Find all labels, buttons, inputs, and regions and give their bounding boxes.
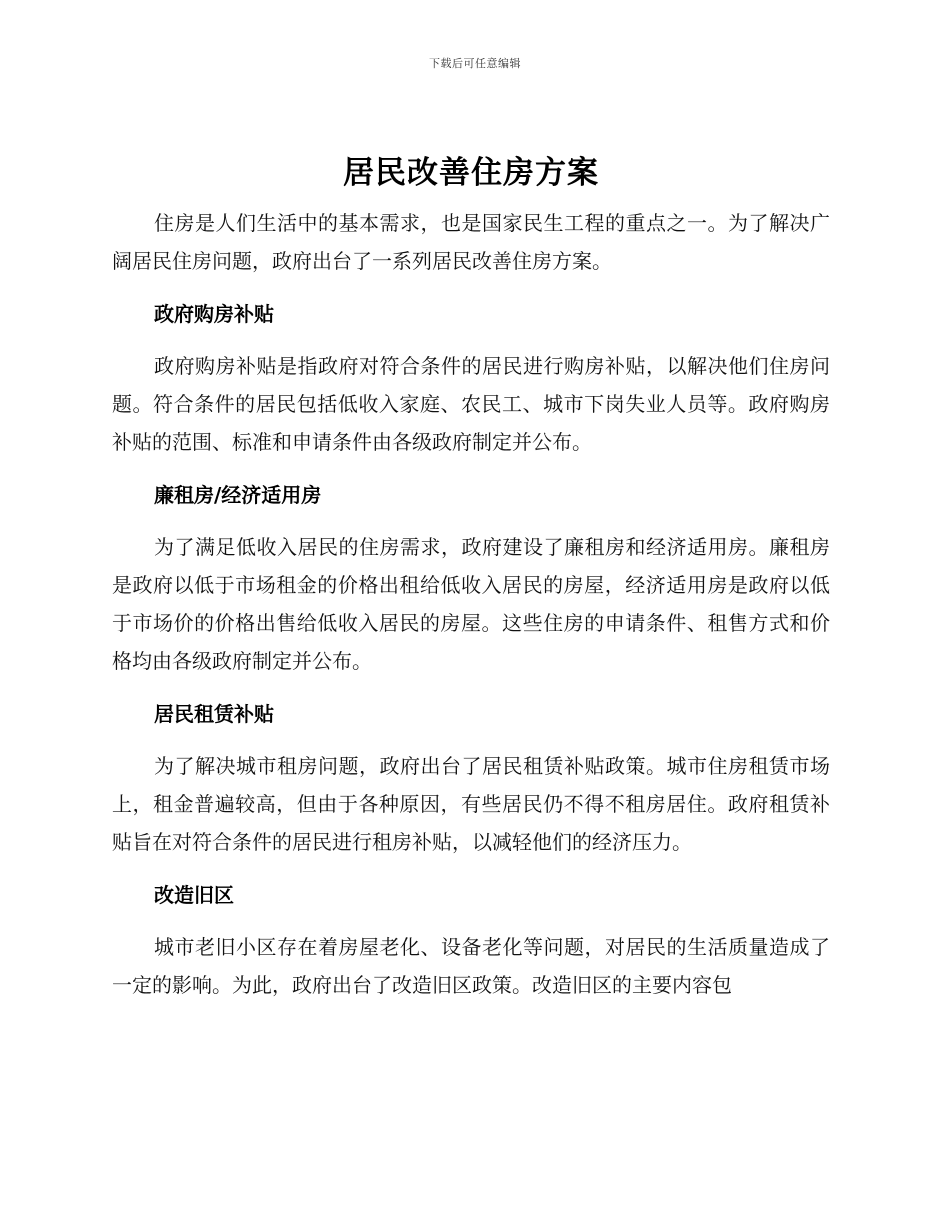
section-heading-purchase-subsidy: 政府购房补贴 <box>154 302 274 326</box>
section-body-affordable-housing: 为了满足低收入居民的住房需求，政府建设了廉租房和经济适用房。廉租房是政府以低于市场租金的价格出租给低收入居民的房屋，经济适用房是政府以低于市场价的价格出售给低收入居民的房屋。这些住房的申请条件、租售方式和价格均由各级政府制定并公布。 <box>112 535 830 673</box>
section-body-old-district-renovation: 城市老旧小区存在着房屋老化、设备老化等问题，对居民的生活质量造成了一定的影响。为此，政府出台了改造旧区政策。改造旧区的主要内容包 <box>112 935 830 997</box>
section-heading-old-district-renovation: 改造旧区 <box>154 883 234 907</box>
document-body <box>112 150 830 1004</box>
document-title: 居民改善住房方案 <box>343 155 599 191</box>
header-note: 下载后可任意编辑 <box>429 57 521 70</box>
section-body-purchase-subsidy: 政府购房补贴是指政府对符合条件的居民进行购房补贴，以解决他们住房问题。符合条件的居民包括低收入家庭、农民工、城市下岗失业人员等。政府购房补贴的范围、标准和申请条件由各级政府制定并公布。 <box>112 354 830 454</box>
section-body-rental-subsidy: 为了解决城市租房问题，政府出台了居民租赁补贴政策。城市住房租赁市场上，租金普遍较高，但由于各种原因，有些居民仍不得不租房居住。政府租赁补贴旨在对符合条件的居民进行租房补贴，以减轻他们的经济压力。 <box>112 754 830 854</box>
section-heading-rental-subsidy: 居民租赁补贴 <box>154 702 274 726</box>
section-heading-affordable-housing: 廉租房/经济适用房 <box>154 483 322 507</box>
intro-paragraph: 住房是人们生活中的基本需求，也是国家民生工程的重点之一。为了解决广阔居民住房问题，政府出台了一系列居民改善住房方案。 <box>112 211 830 273</box>
